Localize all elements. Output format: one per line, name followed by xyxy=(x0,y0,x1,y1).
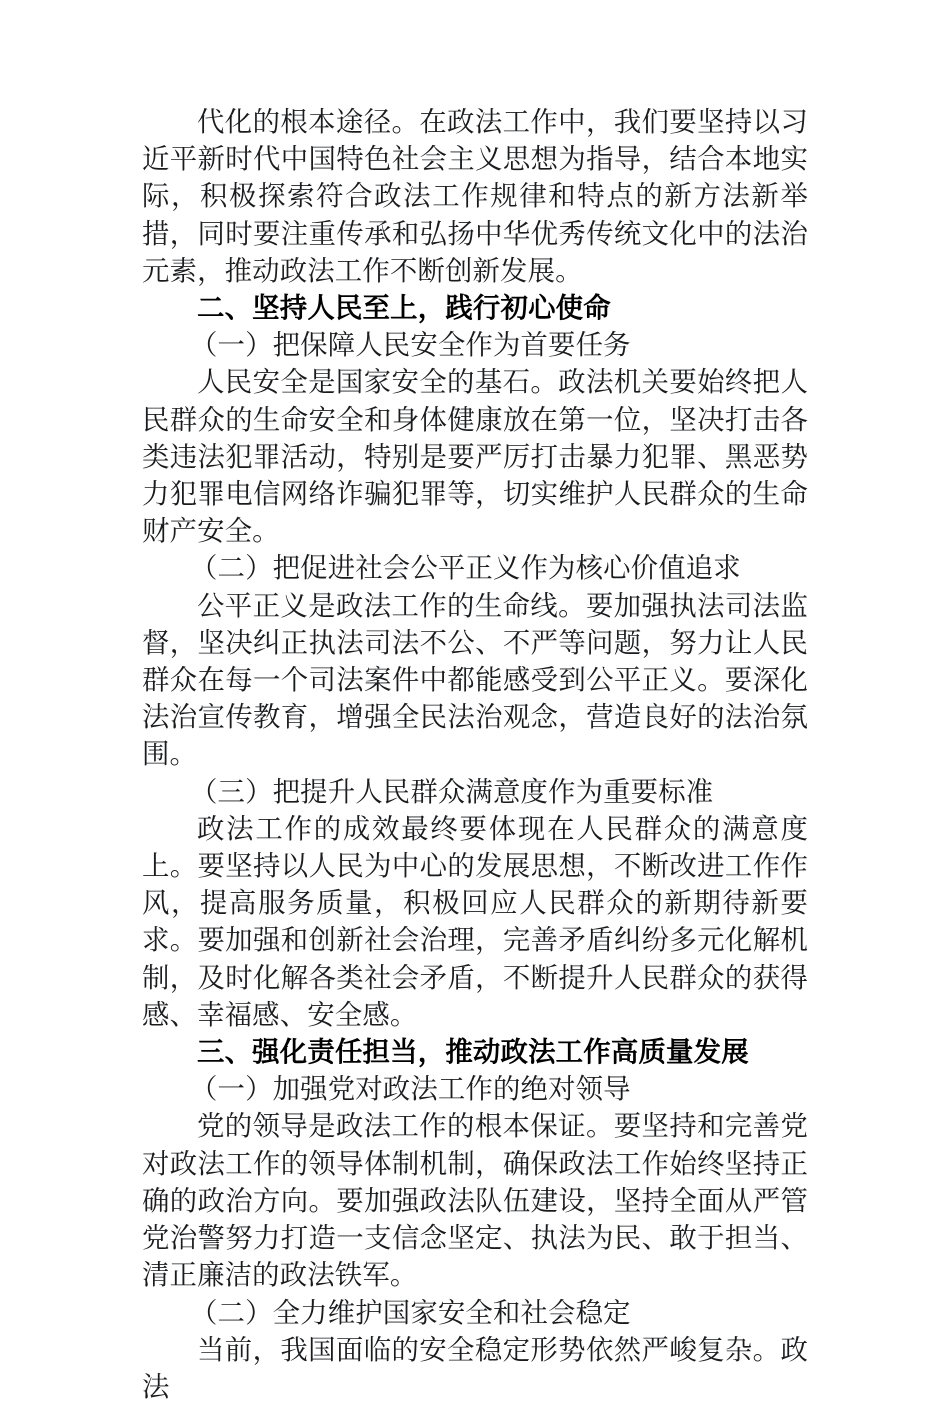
paragraph-section-three-two: 当前，我国面临的安全稳定形势依然严峻复杂。政法 xyxy=(142,1334,808,1403)
heading-section-two-two: （二）把促进社会公平正义作为核心价值追求 xyxy=(190,553,741,585)
heading-section-three: 三、强化责任担当，推动政法工作高质量发展 xyxy=(197,1037,749,1069)
heading-section-two-one: （一）把保障人民安全作为首要任务 xyxy=(190,330,631,362)
paragraph-section-two-one: 人民安全是国家安全的基石。政法机关要始终把人民群众的生命安全和身体健康放在第一位，坚决打击各类违法犯罪活动，特别是要严厉打击暴力犯罪、黑恶势力犯罪电信网络诈骗犯罪等，切实维护人民群众的生命财产安全。 xyxy=(142,367,808,548)
heading-section-two-three: （三）把提升人民群众满意度作为重要标准 xyxy=(190,776,714,808)
paragraph-section-two-two: 公平正义是政法工作的生命线。要加强执法司法监督，坚决纠正执法司法不公、不严等问题，努力让人民群众在每一个司法案件中都能感受到公平正义。要深化法治宣传教育，增强全民法治观念，营造良好的法治氛围。 xyxy=(142,590,808,771)
paragraph-section-three-one: 党的领导是政法工作的根本保证。要坚持和完善党对政法工作的领导体制机制，确保政法工作始终坚持正确的政治方向。要加强政法队伍建设，坚持全面从严管党治警努力打造一支信念坚定、执法为民、敢于担当、清正廉洁的政法铁军。 xyxy=(142,1111,808,1292)
heading-section-two: 二、坚持人民至上，践行初心使命 xyxy=(197,293,611,325)
heading-section-three-one: （一）加强党对政法工作的绝对领导 xyxy=(190,1074,631,1106)
paragraph-section-two-three: 政法工作的成效最终要体现在人民群众的满意度上。要坚持以人民为中心的发展思想，不断改进工作作风，提高服务质量，积极回应人民群众的新期待新要求。要加强和创新社会治理，完善矛盾纠纷多元化解机制，及时化解各类社会矛盾，不断提升人民群众的获得感、幸福感、安全感。 xyxy=(142,813,808,1031)
heading-section-three-two: （二）全力维护国家安全和社会稳定 xyxy=(190,1297,631,1329)
document-text-column xyxy=(142,104,808,1406)
paragraph-continued-intro: 代化的根本途径。在政法工作中，我们要坚持以习近平新时代中国特色社会主义思想为指导，结合本地实际，积极探索符合政法工作规律和特点的新方法新举措，同时要注重传承和弘扬中华优秀传统文化中的法治元素，推动政法工作不断创新发展。 xyxy=(142,107,808,287)
